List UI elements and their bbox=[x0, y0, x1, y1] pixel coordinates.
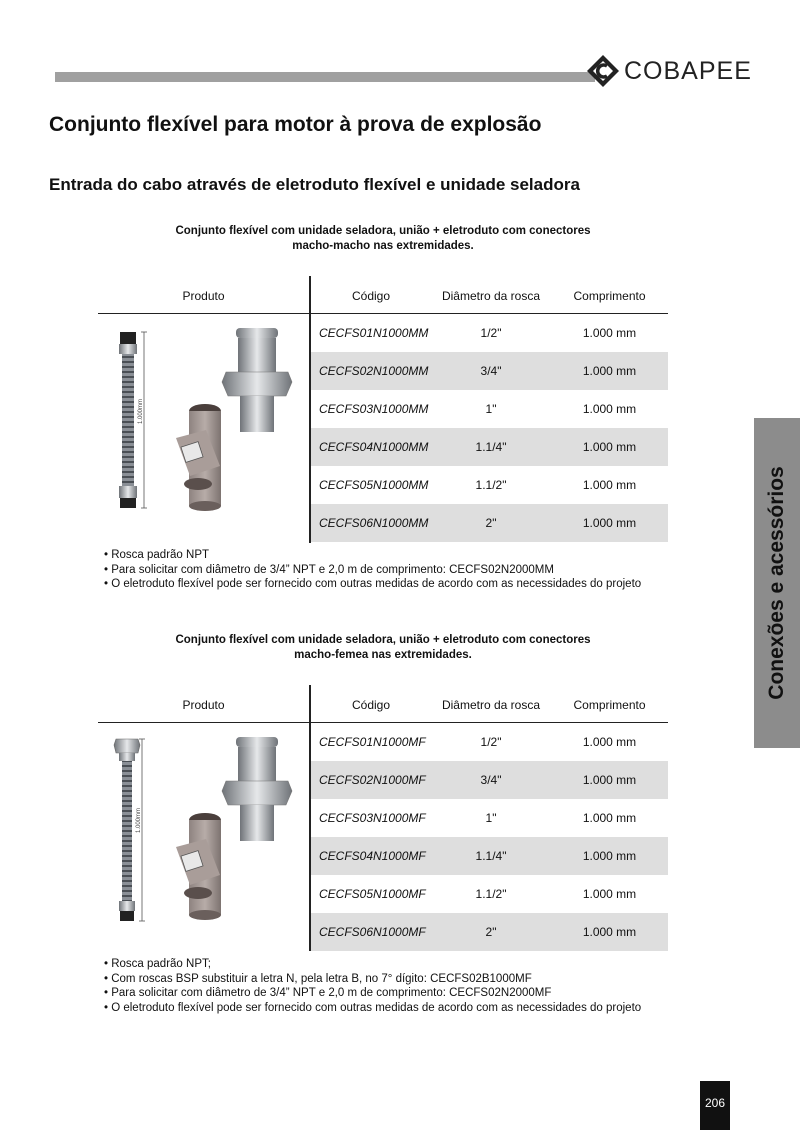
length-value: 1.000 mm bbox=[582, 402, 637, 416]
table-row bbox=[311, 723, 668, 761]
table-row bbox=[311, 837, 668, 875]
table-row bbox=[311, 390, 668, 428]
thread-diameter: 1" bbox=[485, 811, 497, 825]
product-code: CECFS05N1000MF bbox=[319, 887, 426, 901]
section2-table bbox=[98, 685, 668, 951]
section1-product-image bbox=[98, 316, 309, 543]
product-code: CECFS04N1000MM bbox=[319, 440, 429, 454]
section2-caption-line1: Conjunto flexível com unidade seladora, união + eletroduto com conectores bbox=[175, 634, 591, 646]
length-value: 1.000 mm bbox=[582, 516, 637, 530]
length-value: 1.000 mm bbox=[582, 364, 637, 378]
thread-diameter: 1.1/2" bbox=[475, 478, 507, 492]
page-subtitle: Entrada do cabo através de eletroduto flexível e unidade seladora bbox=[49, 175, 580, 194]
length-value: 1.000 mm bbox=[582, 887, 637, 901]
header-bar bbox=[55, 72, 595, 82]
product-code: CECFS02N1000MM bbox=[319, 364, 429, 378]
section1-caption-line1: Conjunto flexível com unidade seladora, união + eletroduto com conectores bbox=[175, 225, 591, 237]
section2-table-header bbox=[98, 685, 668, 723]
thread-diameter: 1/2" bbox=[480, 326, 502, 340]
table-row bbox=[311, 913, 668, 951]
length-value: 1.000 mm bbox=[582, 326, 637, 340]
table-row bbox=[311, 875, 668, 913]
table-row bbox=[311, 504, 668, 542]
section1-dimension-label: 1.000mm bbox=[138, 398, 144, 424]
product-code: CECFS04N1000MF bbox=[319, 849, 426, 863]
page-number: 206 bbox=[700, 1081, 730, 1130]
category-side-tab bbox=[754, 418, 800, 748]
page-title: Conjunto flexível para motor à prova de explosão bbox=[49, 113, 542, 136]
length-value: 1.000 mm bbox=[582, 440, 637, 454]
category-label: Conexões e acessórios bbox=[765, 466, 788, 700]
brand-name: COBAPEE bbox=[624, 56, 752, 85]
thread-diameter: 1.1/2" bbox=[475, 887, 507, 901]
table-row bbox=[311, 799, 668, 837]
section1-table bbox=[98, 276, 668, 543]
note-item: • Para solicitar com diâmetro de 3/4” NPT e 2,0 m de comprimento: CECFS02N2000MM bbox=[104, 563, 554, 576]
col-produto: Produto bbox=[182, 289, 225, 303]
col-codigo: Código bbox=[351, 698, 391, 712]
section1-caption bbox=[98, 224, 668, 254]
product-code: CECFS02N1000MF bbox=[319, 773, 426, 787]
length-value: 1.000 mm bbox=[582, 478, 637, 492]
brand-logo bbox=[586, 54, 756, 88]
table-row bbox=[311, 466, 668, 504]
section2-notes bbox=[104, 957, 641, 1015]
length-value: 1.000 mm bbox=[582, 925, 637, 939]
length-value: 1.000 mm bbox=[582, 773, 637, 787]
thread-diameter: 2" bbox=[485, 516, 497, 530]
product-code: CECFS03N1000MM bbox=[319, 402, 429, 416]
col-diametro: Diâmetro da rosca bbox=[441, 289, 541, 303]
section2-caption-line2: macho-femea nas extremidades. bbox=[294, 649, 472, 661]
thread-diameter: 1/2" bbox=[480, 735, 502, 749]
note-item: • O eletroduto flexível pode ser fornecido com outras medidas de acordo com as necessidades do projeto bbox=[104, 578, 642, 590]
table-row bbox=[311, 314, 668, 352]
table-row bbox=[311, 352, 668, 390]
table-row bbox=[311, 761, 668, 799]
length-value: 1.000 mm bbox=[582, 735, 637, 749]
thread-diameter: 1.1/4" bbox=[475, 849, 507, 863]
product-code: CECFS01N1000MF bbox=[319, 735, 426, 749]
section1-notes bbox=[104, 548, 641, 592]
section2-caption bbox=[98, 633, 668, 663]
product-code: CECFS01N1000MM bbox=[319, 326, 429, 340]
table-row bbox=[311, 428, 668, 466]
length-value: 1.000 mm bbox=[582, 811, 637, 825]
col-diametro: Diâmetro da rosca bbox=[441, 698, 541, 712]
product-code: CECFS06N1000MM bbox=[319, 516, 429, 530]
product-code: CECFS06N1000MF bbox=[319, 925, 426, 939]
section2-product-image bbox=[98, 725, 309, 951]
thread-diameter: 1" bbox=[485, 402, 497, 416]
cobapee-logo-icon bbox=[586, 54, 620, 88]
thread-diameter: 3/4" bbox=[480, 773, 502, 787]
note-item: • Para solicitar com diâmetro de 3/4” NPT e 2,0 m de comprimento: CECFS02N2000MF bbox=[104, 987, 552, 999]
col-comprimento: Comprimento bbox=[573, 698, 646, 712]
note-item: • Com roscas BSP substituir a letra N, pela letra B, no 7° dígito: CECFS02B1000MF bbox=[104, 972, 532, 985]
col-comprimento: Comprimento bbox=[573, 289, 646, 303]
product-code: CECFS05N1000MM bbox=[319, 478, 429, 492]
section1-caption-line2: macho-macho nas extremidades. bbox=[292, 240, 474, 252]
note-item: • Rosca padrão NPT; bbox=[104, 958, 211, 970]
thread-diameter: 2" bbox=[485, 925, 497, 939]
product-code: CECFS03N1000MF bbox=[319, 811, 426, 825]
thread-diameter: 3/4" bbox=[480, 364, 502, 378]
col-codigo: Código bbox=[351, 289, 391, 303]
thread-diameter: 1.1/4" bbox=[475, 440, 507, 454]
section1-table-header bbox=[98, 276, 668, 314]
section2-dimension-label: 1.000mm bbox=[136, 807, 142, 833]
col-produto: Produto bbox=[182, 698, 225, 712]
length-value: 1.000 mm bbox=[582, 849, 637, 863]
note-item: • O eletroduto flexível pode ser fornecido com outras medidas de acordo com as necessidades do projeto bbox=[104, 1001, 642, 1014]
note-item: • Rosca padrão NPT bbox=[104, 549, 210, 561]
